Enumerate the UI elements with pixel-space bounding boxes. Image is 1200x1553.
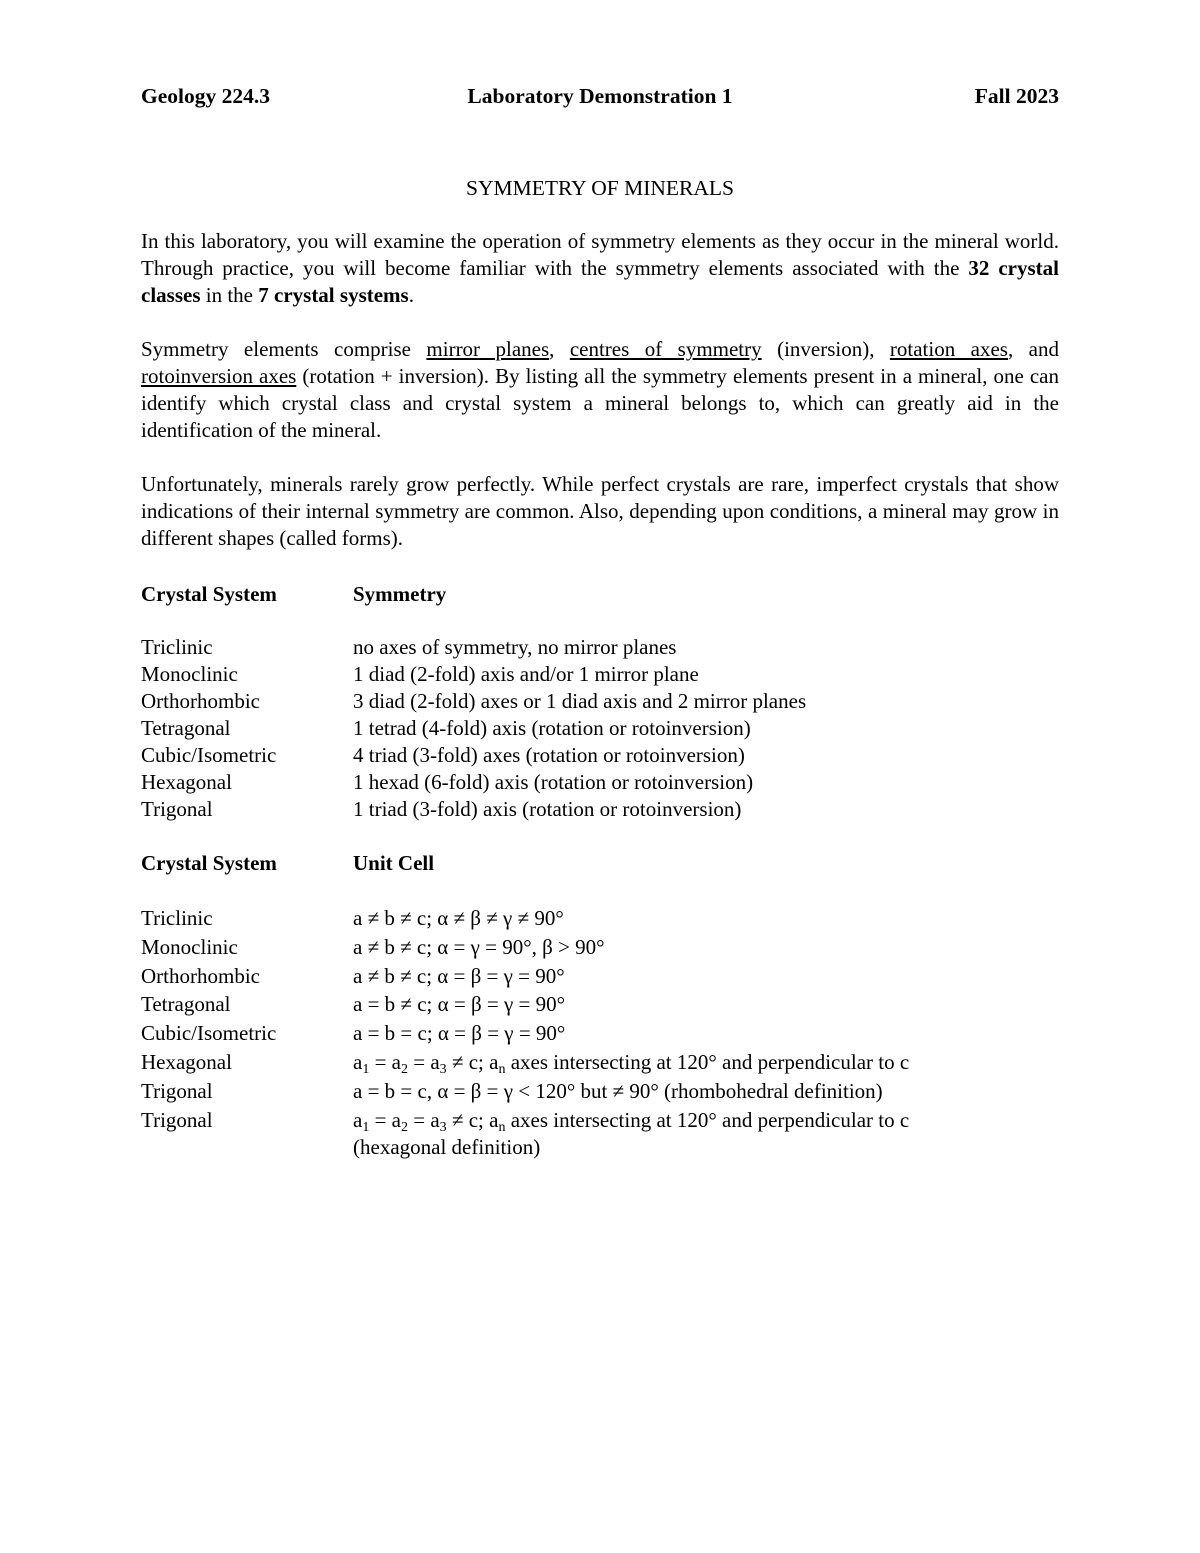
page-header <box>141 80 1059 110</box>
table-row: Hexagonal 1 hexad (6-fold) axis (rotation or rotoinversion) <box>141 770 754 794</box>
table-row: Triclinic a ≠ b ≠ c; α ≠ β ≠ γ ≠ 90° <box>141 906 564 930</box>
table-row: Trigonal 1 triad (3-fold) axis (rotation or rotoinversion) <box>141 797 742 821</box>
table-row: Orthorhombic a ≠ b ≠ c; α = β = γ = 90° <box>141 963 565 988</box>
term-rotoinversion-axes: rotoinversion axes <box>141 364 297 388</box>
table-row: Tetragonal a = b ≠ c; α = β = γ = 90° <box>141 992 565 1017</box>
course-code: Geology 224.3 <box>141 84 270 108</box>
table-row-trigonal-rhombohedral: Trigonal a = b = c, α = β = γ < 120° but ≠ 90° (rhombohedral definition) <box>141 1078 883 1103</box>
table-row: Triclinic no axes of symmetry, no mirror planes <box>141 635 677 659</box>
lab-title: Laboratory Demonstration 1 <box>467 84 733 108</box>
symmetry-table <box>141 581 1059 823</box>
table-row: Tetragonal 1 tetrad (4-fold) axis (rotation or rotoinversion) <box>141 716 751 740</box>
intro-paragraph-2: Symmetry elements comprise mirror planes, centres of symmetry (inversion), rotation axes, and rotoinversion axes (rotation + inversion). By listing all the symmetry elements present in a mineral, one can identify which crystal class and crystal system a mineral belongs to, which can greatly aid in the identification of the mineral. <box>141 337 1059 442</box>
table-row-hexagonal: Hexagonal $a_1 = a_2 = a_3 \ne c$; $a_n$ axes intersecting at 120° and perpendicular to c <box>141 1049 910 1077</box>
unit-cell-table <box>141 850 1059 1161</box>
term-mirror-planes: mirror planes <box>426 337 550 361</box>
term-rotation-axes: rotation axes <box>889 337 1008 361</box>
table-row: Monoclinic 1 diad (2-fold) axis and/or 1 mirror plane <box>141 662 699 686</box>
term-centres-of-symmetry: centres of symmetry <box>569 337 762 361</box>
table-header: Crystal System Unit Cell <box>141 851 435 875</box>
table-row: Orthorhombic 3 diad (2-fold) axes or 1 diad axis and 2 mirror planes <box>141 689 807 713</box>
table-row: Cubic/Isometric 4 triad (3-fold) axes (rotation or rotoinversion) <box>141 743 745 767</box>
table-row: Cubic/Isometric a = b = c; α = β = γ = 90° <box>141 1021 566 1046</box>
table-row: Monoclinic a ≠ b ≠ c; α = γ = 90°, β > 90° <box>141 934 605 959</box>
crystal-classes-count: 32 crystal classes <box>141 256 1059 307</box>
intro-paragraph-3: Unfortunately, minerals rarely grow perfectly. While perfect crystals are rare, imperfect crystals that show indications of their internal symmetry are common. Also, depending upon conditions, a mineral may grow in different shapes (called forms). <box>141 472 1059 550</box>
document-page <box>141 80 1059 1161</box>
crystal-systems-count: 7 crystal systems <box>258 283 409 307</box>
term: Fall 2023 <box>974 84 1059 108</box>
table-row-trigonal-hexagonal: Trigonal $a_1 = a_2 = a_3 \ne c$; $a_n$ axes intersecting at 120° and perpendicular to c (hexagonal definition) <box>141 1107 910 1159</box>
document-title: SYMMETRY OF MINERALS <box>466 176 734 200</box>
table-header: Crystal System Symmetry <box>141 582 447 606</box>
intro-paragraph-1: In this laboratory, you will examine the operation of symmetry elements as they occur in the mineral world. Through practice, you will become familiar with the symmetry elements associated with the 32 crystal classes in the 7 crystal systems. <box>141 229 1059 307</box>
